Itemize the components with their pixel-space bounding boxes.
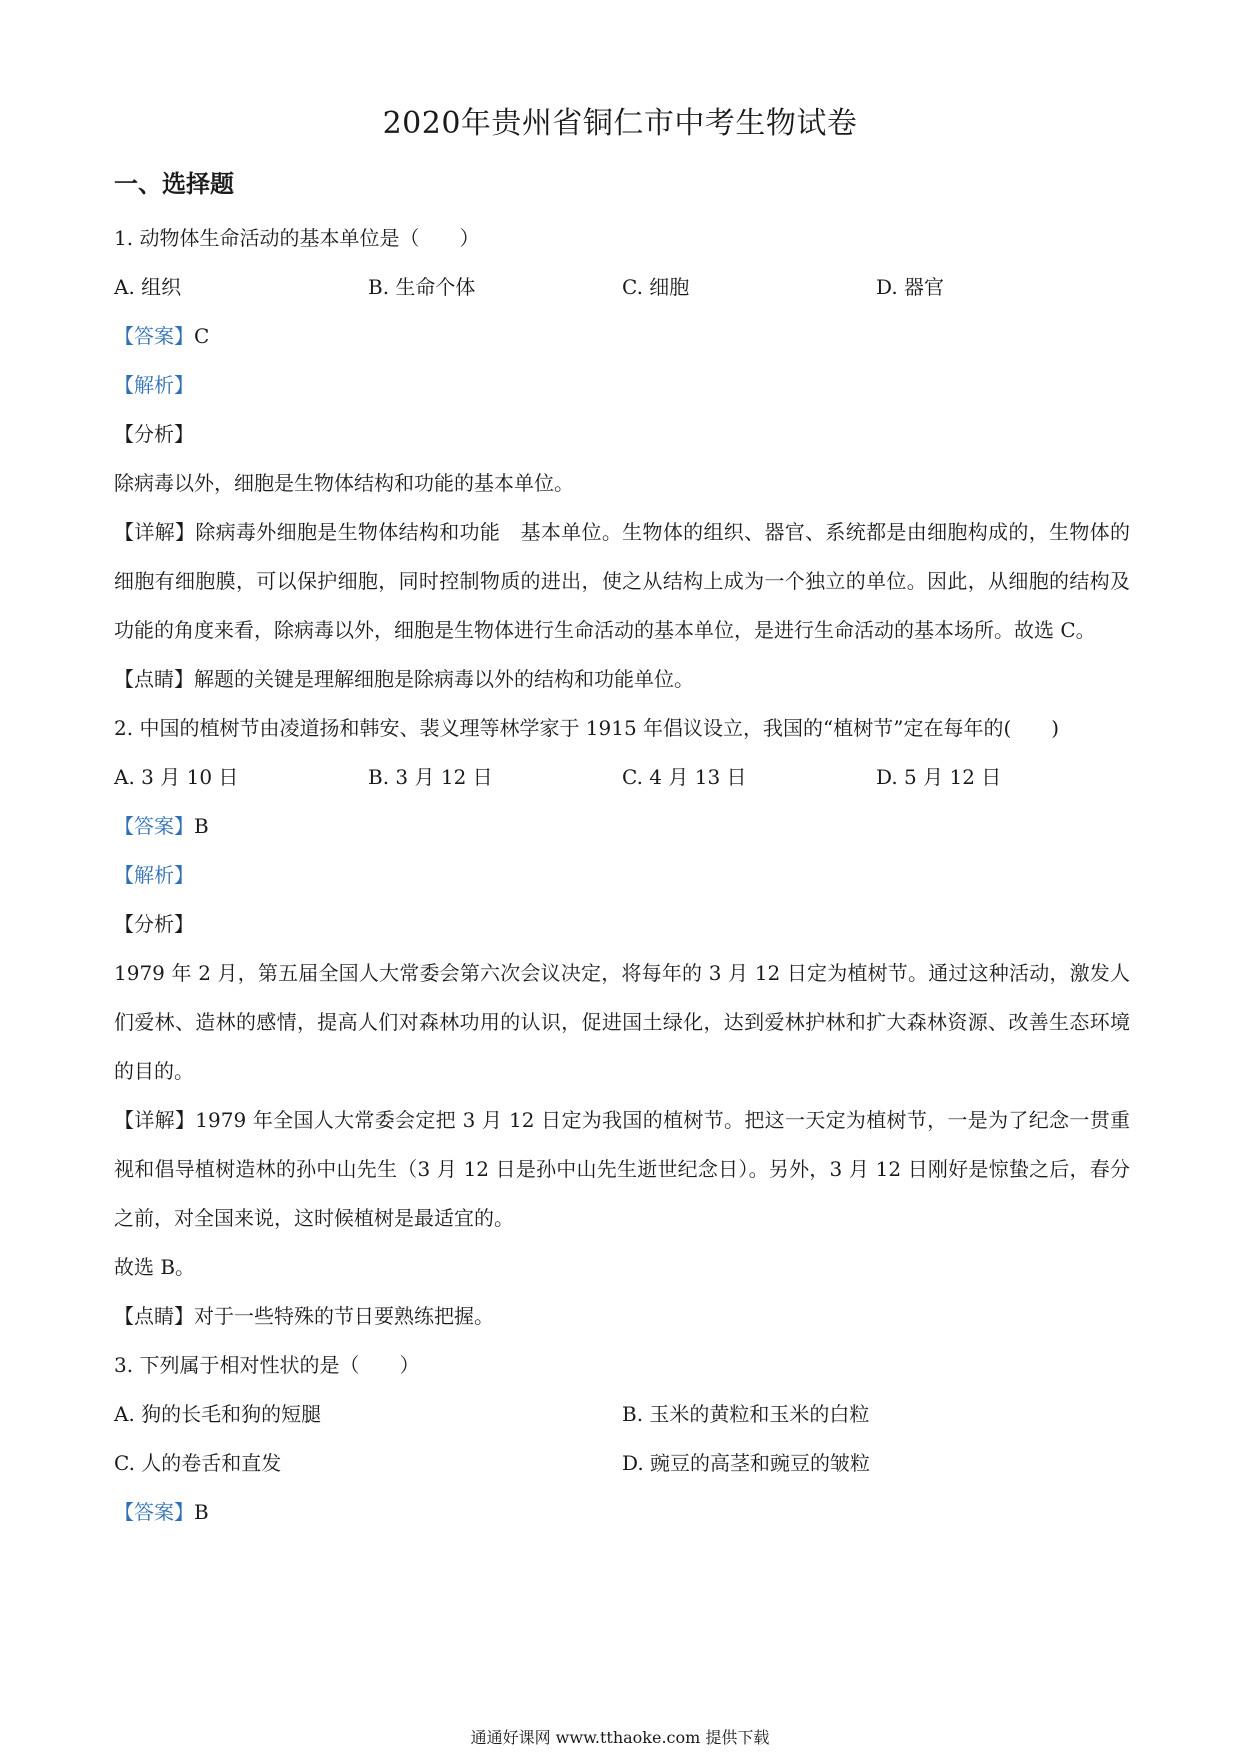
question-2-answer	[114, 802, 1130, 851]
question-2-analysis-tag	[114, 851, 1130, 900]
document-body	[114, 214, 1130, 1537]
question-2-detail	[114, 1096, 1130, 1243]
answer-value: B	[194, 1500, 209, 1524]
question-1-option-a: A. 组织	[114, 275, 182, 299]
analysis-tag: 【解析】	[114, 863, 194, 887]
answer-tag: 【答案】	[114, 324, 194, 348]
question-1-analysis-tag	[114, 361, 1130, 410]
question-3-stem: 3. 下列属于相对性状的是（ ）	[114, 1353, 420, 1377]
detail-text: 1979 年全国人大常委会定把 3 月 12 日定为我国的植树节。把这一天定为植树节，一是为了纪念一贯重视和倡导植树造林的孙中山先生（3 月 12 日是孙中山先生逝世纪念日）。另外，3 月 12 日刚好是惊蛰之后，春分之前，对全国来说，这时候植树是最适宜的。	[114, 1108, 1131, 1230]
question-2-option-d: D. 5 月 12 日	[876, 765, 1002, 789]
question-1-stem: 1. 动物体生命活动的基本单位是（ ）	[114, 226, 480, 250]
tip-tag: 【点睛】	[114, 1304, 194, 1328]
answer-tag: 【答案】	[114, 1500, 194, 1524]
question-1-fenxi-tag	[114, 410, 1130, 459]
analysis-tag: 【解析】	[114, 373, 194, 397]
question-2-fenxi: 1979 年 2 月，第五届全国人大常委会第六次会议决定，将每年的 3 月 12 日定为植树节。通过这种活动，激发人们爱林、造林的感情，提高人们对森林功用的认识，促进国土绿化，达到爱林护林和扩大森林资源、改善生态环境的目的。	[114, 961, 1130, 1083]
question-2-options	[114, 753, 1130, 802]
question-1-option-d: D. 器官	[876, 275, 945, 299]
question-1-tip	[114, 655, 1130, 704]
fenxi-tag: 【分析】	[114, 912, 194, 936]
question-1-detail	[114, 508, 1130, 655]
question-1-fenxi: 除病毒以外，细胞是生物体结构和功能的基本单位。	[114, 471, 574, 495]
section-heading: 一、选择题	[114, 169, 234, 198]
fenxi-tag: 【分析】	[114, 422, 194, 446]
page-footer: 通通好课网 www.tthaoke.com 提供下载	[470, 1728, 770, 1747]
question-1-options	[114, 263, 1130, 312]
question-3-answer	[114, 1488, 1130, 1537]
question-2-option-b: B. 3 月 12 日	[368, 765, 493, 789]
question-2-stem: 2. 中国的植树节由凌道扬和韩安、裴义理等林学家于 1915 年倡议设立，我国的“植树节”定在每年的( )	[114, 716, 1060, 740]
tip-tag: 【点睛】	[114, 667, 194, 691]
question-2-fenxi-tag	[114, 900, 1130, 949]
question-1-option-c: C. 细胞	[622, 275, 690, 299]
question-2-tip	[114, 1292, 1130, 1341]
question-1-option-b: B. 生命个体	[368, 275, 476, 299]
detail-tag: 【详解】	[114, 520, 196, 544]
answer-tag: 【答案】	[114, 814, 194, 838]
detail-tag: 【详解】	[114, 1108, 196, 1132]
question-3-option-c: C. 人的卷舌和直发	[114, 1451, 282, 1475]
question-1-answer	[114, 312, 1130, 361]
question-3-options-row-2	[114, 1439, 1130, 1488]
page-title: 2020年贵州省铜仁市中考生物试卷	[382, 106, 858, 141]
detail-text: 除病毒外细胞是生物体结构和功能 基本单位。生物体的组织、器官、系统都是由细胞构成的，生物体的细胞有细胞膜，可以保护细胞，同时控制物质的进出，使之从结构上成为一个独立的单位。因此，从细胞的结构及功能的角度来看，除病毒以外，细胞是生物体进行生命活动的基本单位，是进行生命活动的基本场所。故选 C。	[114, 520, 1131, 642]
question-2-choice: 故选 B。	[114, 1255, 196, 1279]
question-3-options-row-1	[114, 1390, 1130, 1439]
question-3-option-d: D. 豌豆的高茎和豌豆的皱粒	[622, 1451, 871, 1475]
answer-value: C	[194, 324, 210, 348]
question-2-option-c: C. 4 月 13 日	[622, 765, 747, 789]
answer-value: B	[194, 814, 209, 838]
tip-text: 对于一些特殊的节日要熟练把握。	[194, 1304, 494, 1328]
question-2-option-a: A. 3 月 10 日	[114, 765, 239, 789]
question-3-option-a: A. 狗的长毛和狗的短腿	[114, 1402, 322, 1426]
tip-text: 解题的关键是理解细胞是除病毒以外的结构和功能单位。	[194, 667, 694, 691]
question-3-option-b: B. 玉米的黄粒和玉米的白粒	[622, 1402, 870, 1426]
